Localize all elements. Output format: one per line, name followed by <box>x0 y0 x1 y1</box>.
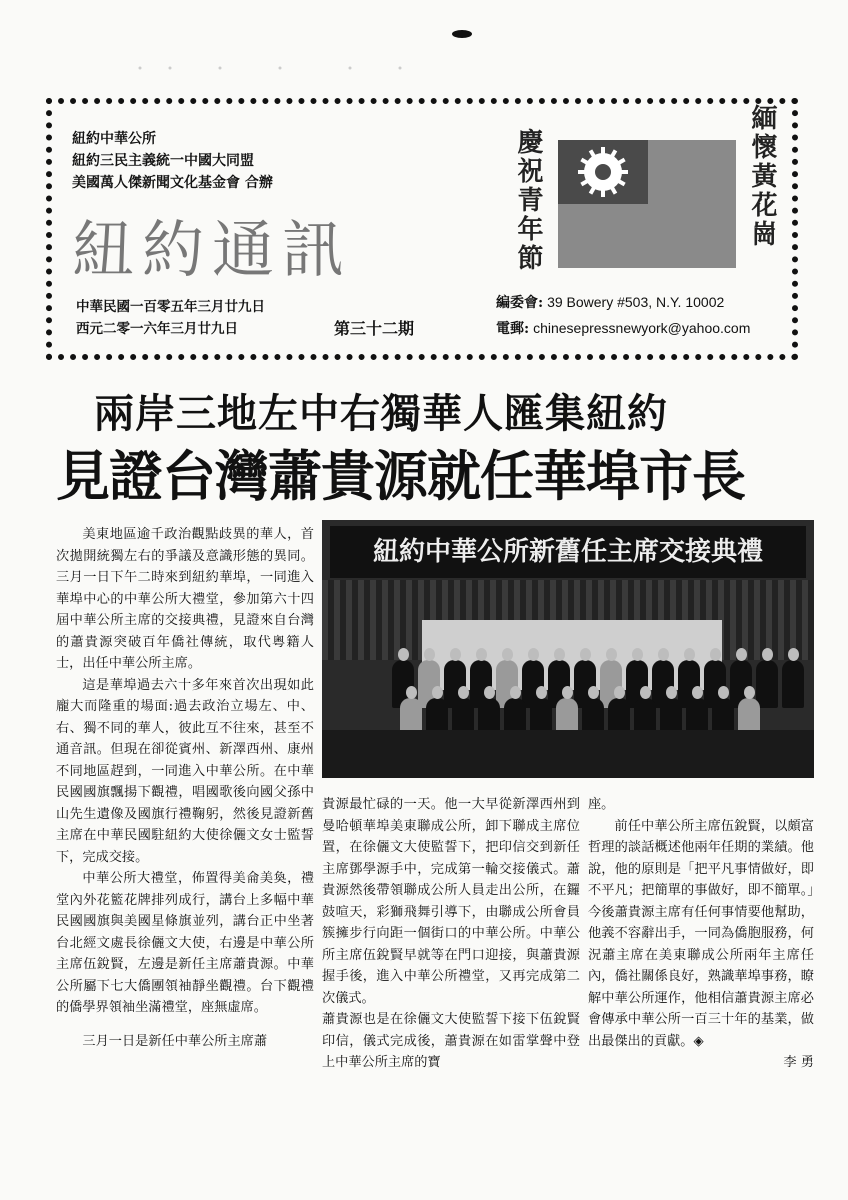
email-label: 電郵: <box>496 321 530 337</box>
ink-blot <box>452 30 472 38</box>
paragraph: 美東地區逾千政治觀點歧異的華人，首次拋開統獨左右的爭議及意識形態的異同。三月一日下午二時來到紐約華埠，一同進入華埠中心的中華公所大禮堂，參加第六十四屆中華公所主席的交接典禮，見證來自台灣的蕭貴源突破百年僑社傳統，取代粵籍人士，出任中華公所主席。 <box>56 527 314 671</box>
sun-emblem-icon <box>584 153 622 191</box>
faint-dots <box>130 64 430 72</box>
masthead <box>46 98 798 360</box>
slogan-right: 緬懷黃花崗 <box>747 104 777 249</box>
editor-label: 編委會: <box>496 295 544 311</box>
headline-line-1: 兩岸三地左中右獨華人匯集紐約 <box>94 391 668 437</box>
paragraph: 這是華埠過去六十多年來首次出現如此龐大而隆重的場面:過去政治立場左、中、右、獨不同的華人，彼此互不往來，甚至不通音訊。但現在卻從賓州、新澤西州、康州不同地區趕到，一同進入中華公所。在中華民國國旗飄揚下觀禮，唱國歌後向國父孫中山先生遺像及國旗行禮鞠躬，然後見證新舊主席在中華民國駐紐約大使徐儷文女士監誓下，完成交接。 <box>56 677 314 865</box>
paragraph: 中華公所大禮堂，佈置得美侖美奐，禮堂內外花籃花牌排列成行，講台上多幅中華民國國旗與美國星條旗並列，講台正中坐著台北經文處長徐儷文大使，右邊是中華公所主席伍銳賢，左邊是新任主席蕭貴源。中華公所屬下七大僑團領袖靜坐觀禮。台下觀禮的僑學界領袖坐滿禮堂，座無虛席。 <box>56 871 314 1015</box>
roc-flag <box>558 140 736 268</box>
ceremony-photo <box>322 520 814 778</box>
stage-floor <box>322 730 814 778</box>
issue-number: 第三十二期 <box>334 319 415 338</box>
editor-contact <box>496 292 724 312</box>
editor-address: 39 Bowery #503, N.Y. 10002 <box>547 294 725 310</box>
article-column-3 <box>588 794 814 1074</box>
date-ad: 西元二零一六年三月廿九日 <box>76 321 238 337</box>
organizer-line: 紐約中華公所 <box>72 131 156 147</box>
photo-banner: 紐約中華公所新舊任主席交接典禮 <box>330 526 806 578</box>
paragraph: 三月一日是新任中華公所主席蕭 <box>82 1033 268 1049</box>
paragraph: 座。 <box>588 797 615 812</box>
paper-title: 紐約通訊 <box>72 213 353 286</box>
organizer-line: 紐約三民主義統一中國大同盟 <box>72 153 254 169</box>
organizer-line: 美國萬人傑新聞文化基金會 合辦 <box>72 175 273 191</box>
paragraph: 前任中華公所主席伍銳賢，以頗富哲理的談話概述他兩年任期的業績。他說，他的原則是「把平凡事情做好，即不平凡；把簡單的事做好，即不簡單。」今後蕭貴源主席有任何事情要他幫助，他義不容辭出手，一同為僑胞服務，何況蕭主席在美東聯成公所兩年主席任內，僑社關係良好，熟識華埠事務，瞭解中華公所運作，他相信蕭貴源主席必會傳承中華公所一百三十年的基業，做出最傑出的貢獻。◈ <box>588 818 814 1049</box>
author-byline: 李 勇 <box>783 1055 814 1070</box>
issue-dates <box>76 296 265 340</box>
email-address: chinesepressnewyork@yahoo.com <box>533 320 751 336</box>
headline-line-2: 見證台灣蕭貴源就任華埠市長 <box>56 445 745 508</box>
date-roc: 中華民國一百零五年三月廿九日 <box>76 299 265 315</box>
organizer-list <box>72 128 273 194</box>
flag-canton <box>558 140 648 204</box>
article-column-2 <box>322 794 580 1074</box>
paragraph: 蕭貴源也是在徐儷文大使監誓下接下伍銳賢印信，儀式完成後，蕭貴源在如雷掌聲中登上中華公所主席的寶 <box>322 1012 580 1070</box>
email-contact <box>496 318 750 338</box>
article-column-1 <box>56 524 314 1052</box>
paragraph: 貴源最忙碌的一天。他一大早從新澤西州到曼哈頓華埠美東聯成公所，卸下聯成主席位置，在徐儷文大使監誓下，把印信交到新任主席鄧學源手中，完成第一輪交接儀式。蕭貴源然後帶領聯成公所人員走出公所，在鑼鼓喧天，彩獅飛舞引導下，由聯成公所會員簇擁步行向距一個街口的中華公所。中華公所主席伍銳賢早就等在門口迎接，與蕭貴源握手後，進入中華公所禮堂，又再完成第二次儀式。 <box>322 797 580 1006</box>
slogan-left: 慶祝青年節 <box>513 128 543 273</box>
